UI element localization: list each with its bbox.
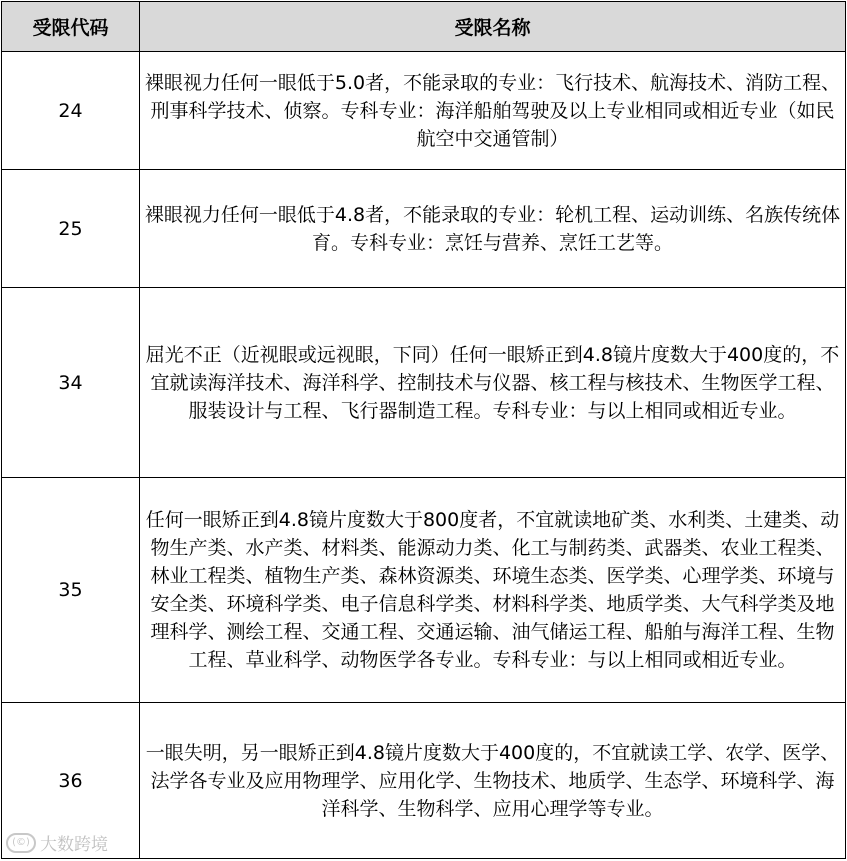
restriction-description: 裸眼视力任何一眼低于4.8者，不能录取的专业：轮机工程、运动训练、名族传统体育。专科专业：烹饪与营养、烹饪工艺等。	[140, 170, 846, 288]
table-row	[2, 703, 846, 859]
table-row	[2, 288, 846, 478]
restriction-code: 25	[2, 170, 140, 288]
restriction-description: 屈光不正（近视眼或远视眼，下同）任何一眼矫正到4.8镜片度数大于400度的，不宜就读海洋技术、海洋科学、控制技术与仪器、核工程与核技术、生物医学工程、服装设计与工程、飞行器制造工程。专科专业：与以上相同或相近专业。	[140, 288, 846, 478]
header-name: 受限名称	[140, 2, 846, 52]
watermark	[6, 830, 108, 855]
table-row	[2, 478, 846, 703]
restriction-code: 24	[2, 52, 140, 170]
table-row	[2, 52, 846, 170]
restriction-code: 35	[2, 478, 140, 703]
restriction-description: 任何一眼矫正到4.8镜片度数大于800度者，不宜就读地矿类、水利类、土建类、动物生产类、水产类、材料类、能源动力类、化工与制药类、武器类、农业工程类、林业工程类、植物生产类、森林资源类、环境生态类、医学类、心理学类、环境与安全类、环境科学类、电子信息科学类、材料科学类、地质学类、大气科学类及地理科学、测绘工程、交通工程、交通运输、油气储运工程、船舶与海洋工程、生物工程、草业科学、动物医学各专业。专科专业：与以上相同或相近专业。	[140, 478, 846, 703]
header-code: 受限代码	[2, 2, 140, 52]
watermark-logo-icon: (©)	[6, 833, 36, 853]
restriction-code: 36	[2, 703, 140, 859]
restriction-description: 裸眼视力任何一眼低于5.0者，不能录取的专业：飞行技术、航海技术、消防工程、刑事科学技术、侦察。专科专业：海洋船舶驾驶及以上专业相同或相近专业（如民航空中交通管制）	[140, 52, 846, 170]
restriction-table	[1, 1, 846, 859]
restriction-code: 34	[2, 288, 140, 478]
header-row	[2, 2, 846, 52]
watermark-text: 大数跨境	[40, 835, 108, 855]
table-row	[2, 170, 846, 288]
restriction-description: 一眼失明，另一眼矫正到4.8镜片度数大于400度的，不宜就读工学、农学、医学、法学各专业及应用物理学、应用化学、生物技术、地质学、生态学、环境科学、海洋科学、生物科学、应用心理学等专业。	[140, 703, 846, 859]
